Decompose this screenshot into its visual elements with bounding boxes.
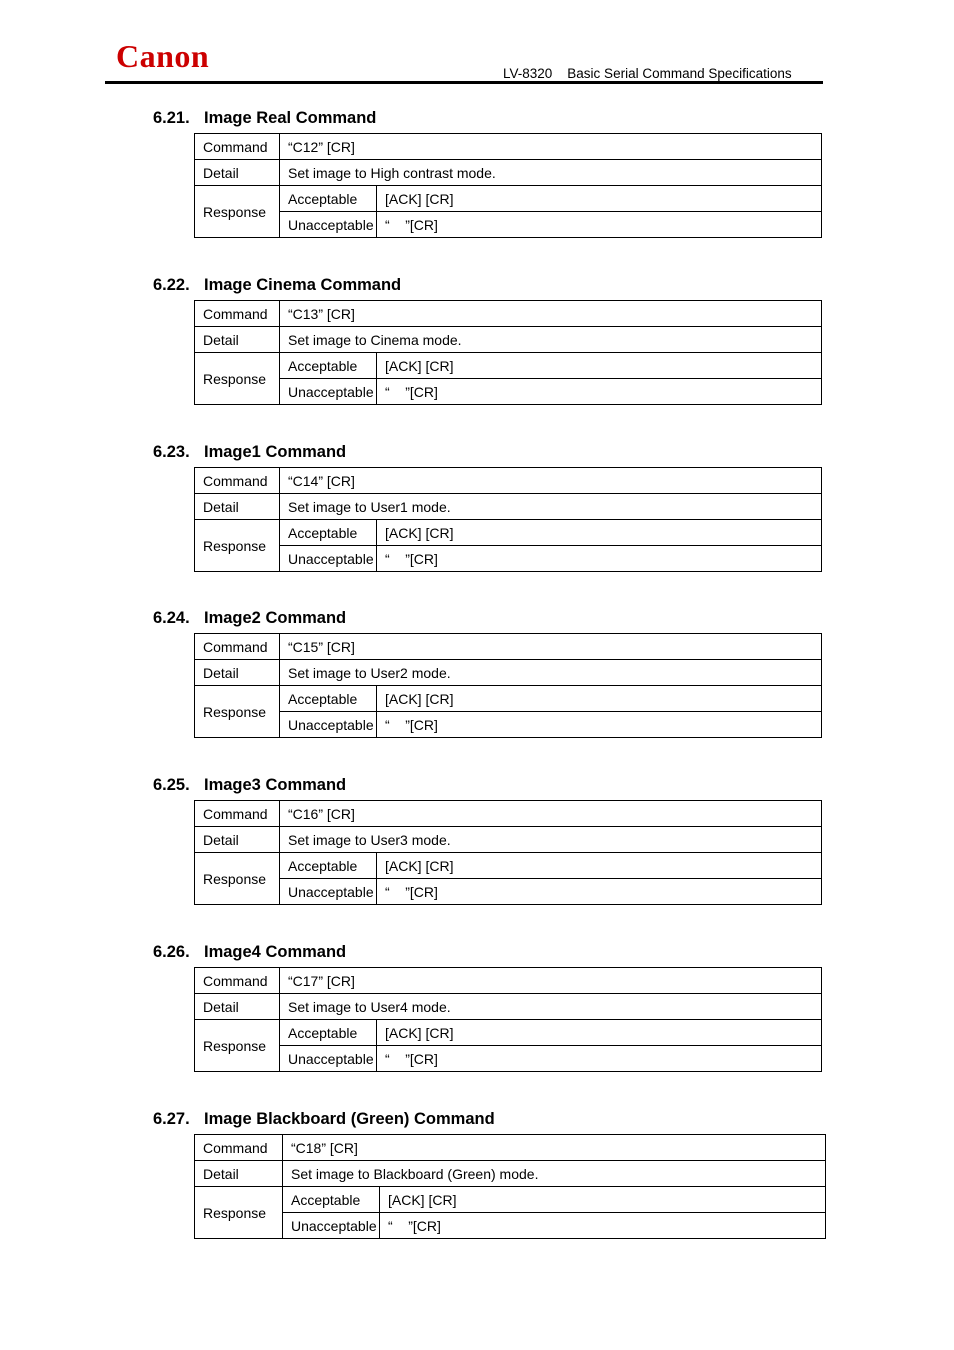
detail-value: Set image to High contrast mode. xyxy=(280,160,822,186)
table-row xyxy=(195,1161,826,1187)
canon-logo: Canon xyxy=(116,38,210,74)
section-number: 6.24. xyxy=(153,609,190,627)
command-table xyxy=(194,967,822,1072)
command-label: Command xyxy=(195,634,280,660)
detail-label: Detail xyxy=(195,1161,283,1187)
response-label: Response xyxy=(195,1020,280,1072)
unacceptable-value: “ ”[CR] xyxy=(377,379,822,405)
unacceptable-label: Unacceptable xyxy=(280,546,377,572)
detail-value: Set image to Blackboard (Green) mode. xyxy=(283,1161,826,1187)
unacceptable-label: Unacceptable xyxy=(280,879,377,905)
acceptable-label: Acceptable xyxy=(280,853,377,879)
table-row xyxy=(195,160,822,186)
table-row xyxy=(195,1187,826,1213)
unacceptable-label: Unacceptable xyxy=(283,1213,380,1239)
command-label: Command xyxy=(195,1135,283,1161)
table-row xyxy=(195,1046,822,1072)
section-title: Image2 Command xyxy=(204,609,347,627)
unacceptable-value: “ ”[CR] xyxy=(377,546,822,572)
section-heading xyxy=(153,608,833,628)
command-section xyxy=(153,108,833,238)
header-rule xyxy=(105,81,823,84)
section-number: 6.27. xyxy=(153,1110,190,1128)
command-section xyxy=(153,1109,833,1239)
section-heading xyxy=(153,442,833,462)
detail-label: Detail xyxy=(195,994,280,1020)
response-label: Response xyxy=(195,186,280,238)
unacceptable-label: Unacceptable xyxy=(280,1046,377,1072)
table-row xyxy=(195,827,822,853)
document-title: LV-8320 Basic Serial Command Specifications xyxy=(503,66,792,81)
acceptable-label: Acceptable xyxy=(280,520,377,546)
acceptable-value: [ACK] [CR] xyxy=(377,186,822,212)
acceptable-value: [ACK] [CR] xyxy=(377,353,822,379)
command-section xyxy=(153,942,833,1072)
response-label: Response xyxy=(195,353,280,405)
command-label: Command xyxy=(195,968,280,994)
detail-value: Set image to User1 mode. xyxy=(280,494,822,520)
command-label: Command xyxy=(195,301,280,327)
response-label: Response xyxy=(195,686,280,738)
command-value: “C17” [CR] xyxy=(280,968,822,994)
section-heading xyxy=(153,942,833,962)
table-row xyxy=(195,801,822,827)
unacceptable-value: “ ”[CR] xyxy=(377,1046,822,1072)
command-value: “C18” [CR] xyxy=(283,1135,826,1161)
table-row xyxy=(195,853,822,879)
table-row xyxy=(195,1213,826,1239)
unacceptable-label: Unacceptable xyxy=(280,212,377,238)
table-row xyxy=(195,546,822,572)
table-row xyxy=(195,353,822,379)
detail-label: Detail xyxy=(195,327,280,353)
table-row xyxy=(195,968,822,994)
table-row xyxy=(195,879,822,905)
command-value: “C14” [CR] xyxy=(280,468,822,494)
section-heading xyxy=(153,108,833,128)
command-section xyxy=(153,275,833,405)
table-row xyxy=(195,134,822,160)
table-row xyxy=(195,520,822,546)
command-table xyxy=(194,633,822,738)
section-number: 6.23. xyxy=(153,443,190,461)
response-label: Response xyxy=(195,520,280,572)
table-row xyxy=(195,379,822,405)
command-value: “C15” [CR] xyxy=(280,634,822,660)
section-heading xyxy=(153,1109,833,1129)
section-number: 6.22. xyxy=(153,276,190,294)
section-title: Image4 Command xyxy=(204,943,347,961)
unacceptable-value: “ ”[CR] xyxy=(377,212,822,238)
section-number: 6.21. xyxy=(153,109,190,127)
detail-value: Set image to User2 mode. xyxy=(280,660,822,686)
acceptable-label: Acceptable xyxy=(280,353,377,379)
command-label: Command xyxy=(195,801,280,827)
acceptable-label: Acceptable xyxy=(280,186,377,212)
table-row xyxy=(195,634,822,660)
acceptable-value: [ACK] [CR] xyxy=(377,1020,822,1046)
table-row xyxy=(195,1020,822,1046)
response-label: Response xyxy=(195,853,280,905)
command-table xyxy=(194,300,822,405)
command-label: Command xyxy=(195,468,280,494)
command-table xyxy=(194,133,822,238)
command-label: Command xyxy=(195,134,280,160)
table-row xyxy=(195,660,822,686)
command-value: “C13” [CR] xyxy=(280,301,822,327)
detail-label: Detail xyxy=(195,827,280,853)
response-label: Response xyxy=(195,1187,283,1239)
table-row xyxy=(195,712,822,738)
unacceptable-value: “ ”[CR] xyxy=(380,1213,826,1239)
table-row xyxy=(195,686,822,712)
detail-value: Set image to Cinema mode. xyxy=(280,327,822,353)
table-row xyxy=(195,1135,826,1161)
detail-value: Set image to User3 mode. xyxy=(280,827,822,853)
acceptable-label: Acceptable xyxy=(280,1020,377,1046)
table-row xyxy=(195,301,822,327)
section-number: 6.26. xyxy=(153,943,190,961)
acceptable-value: [ACK] [CR] xyxy=(377,853,822,879)
table-row xyxy=(195,468,822,494)
section-number: 6.25. xyxy=(153,776,190,794)
unacceptable-label: Unacceptable xyxy=(280,379,377,405)
acceptable-label: Acceptable xyxy=(280,686,377,712)
command-value: “C12” [CR] xyxy=(280,134,822,160)
detail-value: Set image to User4 mode. xyxy=(280,994,822,1020)
command-value: “C16” [CR] xyxy=(280,801,822,827)
command-section xyxy=(153,442,833,572)
section-title: Image Real Command xyxy=(204,109,377,127)
section-heading xyxy=(153,275,833,295)
command-section xyxy=(153,775,833,905)
table-row xyxy=(195,212,822,238)
unacceptable-value: “ ”[CR] xyxy=(377,712,822,738)
section-title: Image Cinema Command xyxy=(204,276,402,294)
table-row xyxy=(195,994,822,1020)
unacceptable-label: Unacceptable xyxy=(280,712,377,738)
detail-label: Detail xyxy=(195,160,280,186)
section-title: Image3 Command xyxy=(204,776,347,794)
detail-label: Detail xyxy=(195,494,280,520)
unacceptable-value: “ ”[CR] xyxy=(377,879,822,905)
acceptable-value: [ACK] [CR] xyxy=(377,520,822,546)
command-section xyxy=(153,608,833,738)
command-table xyxy=(194,467,822,572)
table-row xyxy=(195,186,822,212)
acceptable-label: Acceptable xyxy=(283,1187,380,1213)
detail-label: Detail xyxy=(195,660,280,686)
section-heading xyxy=(153,775,833,795)
table-row xyxy=(195,494,822,520)
table-row xyxy=(195,327,822,353)
section-title: Image1 Command xyxy=(204,443,347,461)
command-table xyxy=(194,800,822,905)
section-title: Image Blackboard (Green) Command xyxy=(204,1110,495,1128)
acceptable-value: [ACK] [CR] xyxy=(377,686,822,712)
acceptable-value: [ACK] [CR] xyxy=(380,1187,826,1213)
command-table xyxy=(194,1134,826,1239)
